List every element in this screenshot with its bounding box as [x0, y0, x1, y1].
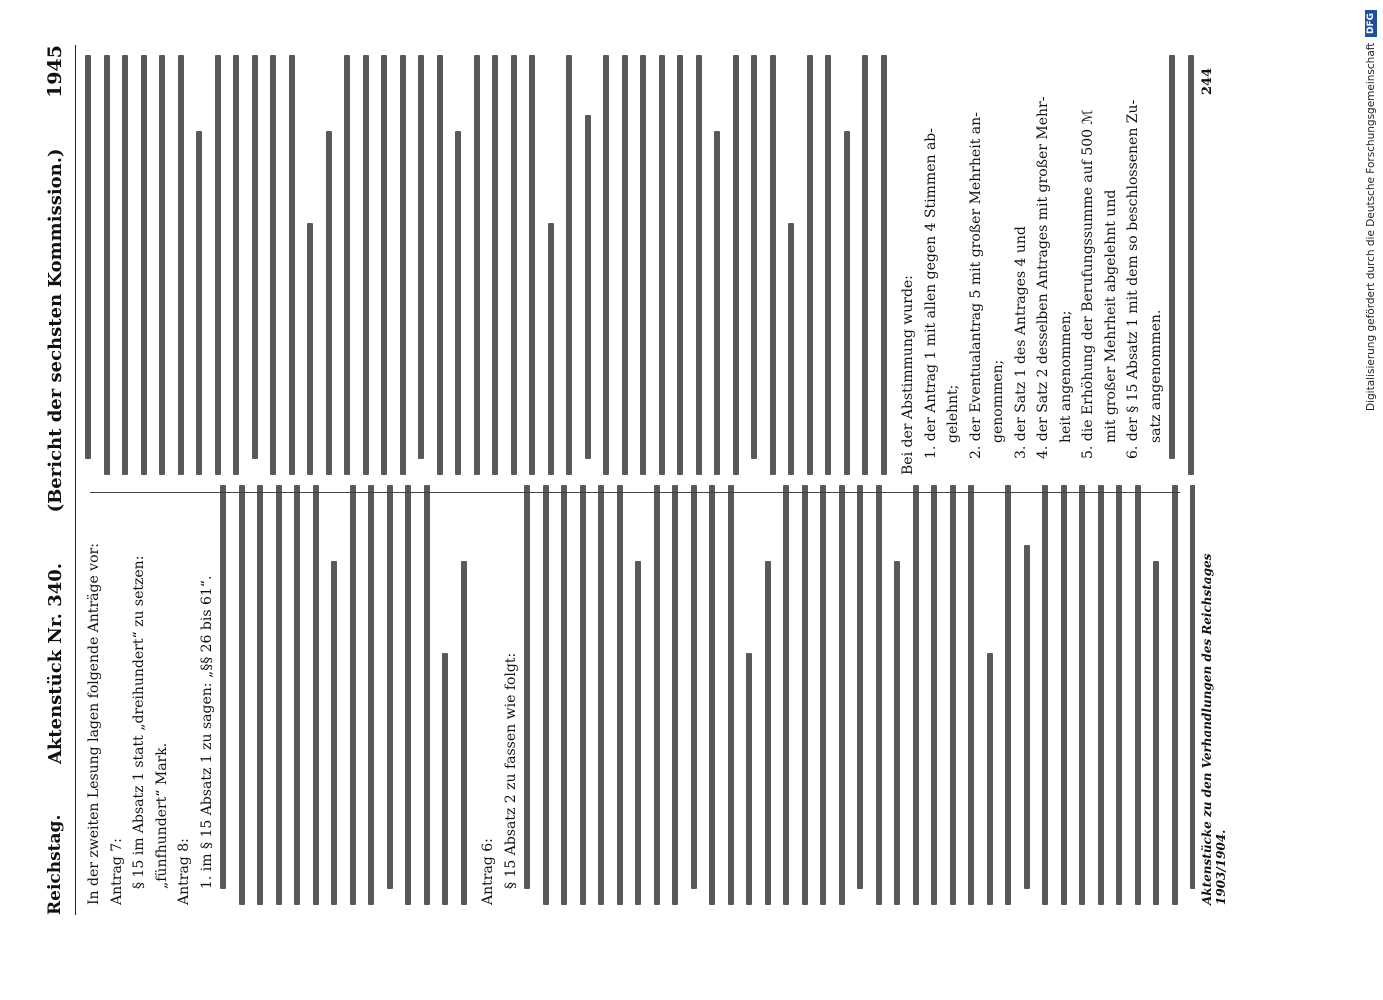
text-line: § 15 im Absatz 1 statt „dreihundert“ zu setzen: — [131, 555, 147, 889]
text-line-placeholder — [913, 485, 919, 905]
text-line-placeholder — [1188, 55, 1194, 475]
text-line: gelehnt; — [945, 384, 961, 443]
text-line-placeholder — [770, 55, 776, 475]
text-line-placeholder — [788, 223, 794, 475]
text-line-placeholder — [289, 55, 295, 475]
dfg-logo: DFG — [1365, 10, 1377, 37]
text-line-placeholder — [561, 485, 567, 905]
text-line-placeholder — [461, 561, 467, 905]
text-line-placeholder — [350, 485, 356, 905]
text-line-placeholder — [802, 485, 808, 905]
text-line-placeholder — [196, 131, 202, 475]
scan-credit-text: Digitalisierung gefördert durch die Deutsche Forschungsgemeinschaft — [1365, 43, 1377, 412]
text-line-placeholder — [746, 653, 752, 905]
text-line-placeholder — [104, 55, 110, 475]
text-line-placeholder — [400, 55, 406, 475]
text-line-placeholder — [1061, 485, 1067, 905]
page-header — [35, 45, 76, 915]
text-line-placeholder — [1079, 485, 1085, 905]
text-line: Antrag 8: — [176, 838, 192, 905]
text-line-placeholder — [585, 115, 591, 459]
text-line-placeholder — [751, 55, 757, 459]
text-line-placeholder — [1153, 561, 1159, 905]
footer-publication-line: Aktenstücke zu den Verhandlungen des Reichstages 1903/1904. — [1200, 553, 1228, 905]
text-line: 5. die Erhöhung der Berufungssumme auf 500 ℳ — [1080, 109, 1096, 459]
text-line-placeholder — [492, 55, 498, 475]
text-line: Bei der Abstimmung wurde: — [900, 275, 916, 475]
text-line-placeholder — [876, 485, 882, 905]
signature-number: 244 — [1200, 67, 1215, 95]
text-line-placeholder — [728, 485, 734, 905]
text-line-placeholder — [1190, 485, 1195, 889]
text-line-placeholder — [635, 561, 641, 905]
text-line-placeholder — [580, 485, 586, 905]
text-line-placeholder — [1005, 485, 1011, 905]
scan-credit — [1362, 10, 1380, 990]
text-line-placeholder — [894, 561, 900, 905]
text-line-placeholder — [566, 55, 572, 475]
text-line: 1. der Antrag 1 mit allen gegen 4 Stimmen ab- — [922, 128, 939, 459]
text-line-placeholder — [313, 485, 319, 905]
text-line-placeholder — [239, 485, 245, 905]
text-line-placeholder — [839, 485, 845, 905]
text-line-placeholder — [331, 561, 337, 905]
text-line-placeholder — [783, 485, 789, 905]
text-line-placeholder — [881, 55, 887, 475]
text-line-placeholder — [987, 653, 993, 905]
text-block-placeholder — [1169, 55, 1195, 475]
text-line: Antrag 6: — [480, 838, 496, 905]
text-line-placeholder — [363, 55, 369, 475]
text-line-placeholder — [252, 55, 258, 459]
text-line-placeholder — [950, 485, 956, 905]
text-line-placeholder — [931, 485, 937, 905]
header-section-title: (Bericht der sechsten Kommission.) — [44, 148, 66, 513]
text-line-placeholder — [691, 485, 697, 889]
text-line-placeholder — [677, 55, 683, 475]
text-line: mit großer Mehrheit abgelehnt und — [1102, 189, 1119, 443]
text-line-placeholder — [640, 55, 646, 475]
text-line-placeholder — [405, 485, 411, 905]
text-line-placeholder — [807, 55, 813, 475]
text-block-placeholder — [85, 55, 887, 475]
text-line-placeholder — [424, 485, 430, 905]
text-line-placeholder — [617, 485, 623, 905]
text-line: satz angenommen. — [1147, 309, 1164, 443]
text-line-placeholder — [696, 55, 702, 475]
text-line-placeholder — [654, 485, 660, 905]
text-line-placeholder — [270, 55, 276, 475]
text-line-placeholder — [1116, 485, 1122, 905]
text-line-placeholder — [368, 485, 374, 905]
text-line: In der zweiten Lesung lagen folgende Anträge vor: — [86, 543, 102, 905]
text-line-placeholder — [141, 55, 147, 475]
text-line: 2. der Eventualantrag 5 mit großer Mehrheit an- — [967, 112, 984, 459]
text-line-placeholder — [844, 131, 850, 475]
text-line-placeholder — [381, 55, 387, 475]
text-line-placeholder — [294, 485, 300, 905]
text-column-left — [85, 55, 1195, 475]
text-line-placeholder — [1042, 485, 1048, 905]
text-line-placeholder — [543, 485, 549, 905]
text-line-placeholder — [548, 223, 554, 475]
text-line-placeholder — [672, 485, 678, 905]
text-line-placeholder — [862, 55, 868, 475]
text-line-placeholder — [659, 55, 665, 475]
text-line-placeholder — [418, 55, 424, 459]
text-line: 1. im § 15 Absatz 1 zu sagen: „§§ 26 bis 61“. — [198, 575, 215, 889]
text-line-placeholder — [733, 55, 739, 475]
text-column-right — [85, 485, 1195, 905]
header-page-number: 1945 — [44, 45, 66, 98]
text-line-placeholder — [709, 485, 715, 905]
text-line-placeholder — [524, 485, 530, 889]
text-line-placeholder — [307, 223, 313, 475]
text-line-placeholder — [257, 485, 263, 905]
text-line: „fünfhundert“ Mark. — [153, 742, 170, 889]
text-block-placeholder — [524, 485, 1195, 905]
text-line: 4. der Satz 2 desselben Antrages mit großer Mehr- — [1035, 96, 1051, 459]
text-line-placeholder — [178, 55, 184, 475]
text-line-placeholder — [820, 485, 826, 905]
text-line-placeholder — [220, 485, 226, 889]
text-line-placeholder — [1098, 485, 1104, 905]
text-line: 3. der Satz 1 des Antrages 4 und — [1012, 226, 1029, 459]
text-line-placeholder — [233, 55, 239, 475]
text-line: § 15 Absatz 2 zu fassen wie folgt: — [502, 652, 519, 889]
text-line-placeholder — [85, 55, 91, 459]
text-line-placeholder — [603, 55, 609, 475]
text-line-placeholder — [598, 485, 604, 905]
text-line-placeholder — [765, 561, 771, 905]
text-block-placeholder — [220, 485, 467, 905]
text-line-placeholder — [215, 55, 221, 475]
text-line-placeholder — [474, 55, 480, 475]
text-line-placeholder — [857, 485, 863, 889]
text-line-placeholder — [529, 55, 535, 475]
text-line-placeholder — [437, 55, 443, 475]
text-line-placeholder — [511, 55, 517, 475]
text-line-placeholder — [1169, 55, 1175, 459]
text-line-placeholder — [387, 485, 393, 889]
text-line-placeholder — [622, 55, 628, 475]
text-line-placeholder — [122, 55, 128, 475]
text-line: Antrag 7: — [108, 838, 125, 905]
text-line: 6. der § 15 Absatz 1 mit dem so beschlossenen Zu- — [1125, 99, 1141, 459]
text-line-placeholder — [344, 55, 350, 475]
text-line-placeholder — [1135, 485, 1141, 905]
text-line-placeholder — [326, 131, 332, 475]
text-line-placeholder — [1172, 485, 1178, 905]
text-line-placeholder — [968, 485, 974, 905]
text-line-placeholder — [455, 131, 461, 475]
text-line-placeholder — [159, 55, 165, 475]
text-line: genommen; — [990, 359, 1006, 443]
text-line-placeholder — [825, 55, 831, 475]
text-line-placeholder — [276, 485, 282, 905]
text-line: heit angenommen; — [1057, 310, 1074, 443]
header-publication: Reichstag. — [45, 814, 65, 915]
header-document-number: Aktenstück Nr. 340. — [44, 562, 66, 765]
text-line-placeholder — [714, 131, 720, 475]
text-line-placeholder — [1024, 545, 1030, 889]
text-line-placeholder — [442, 653, 448, 905]
